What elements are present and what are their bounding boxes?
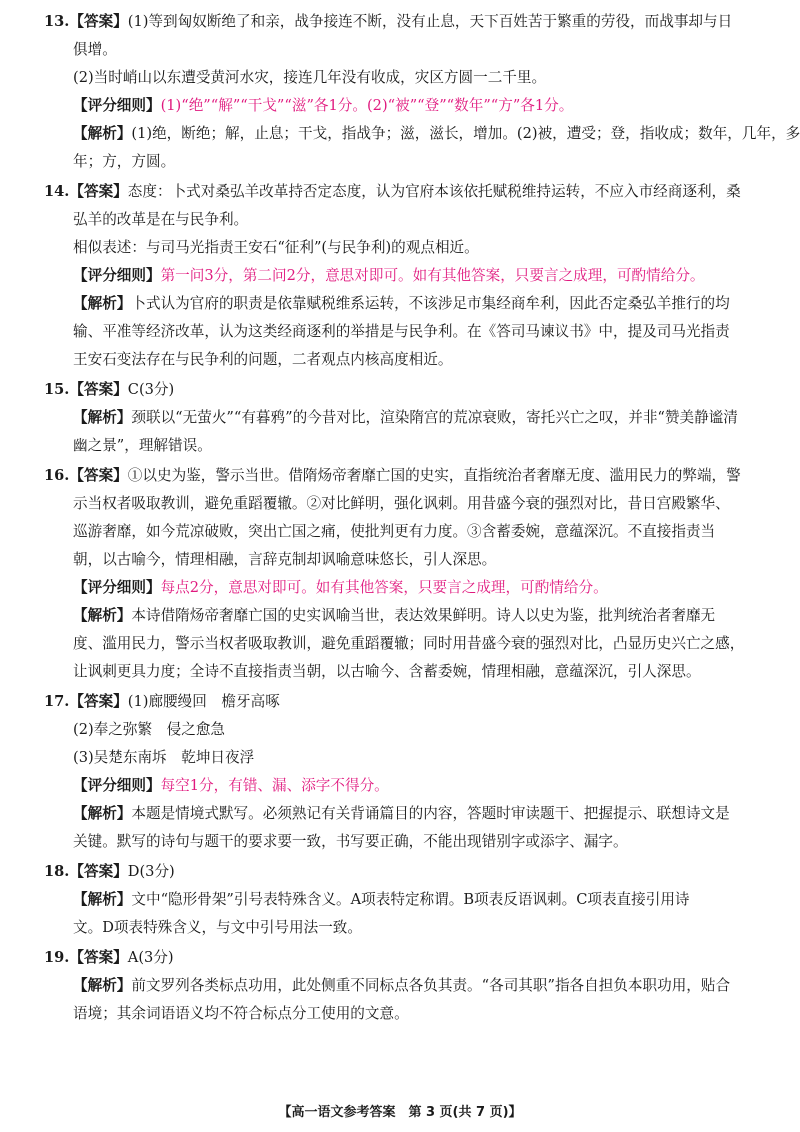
analysis-label: 【解析】: [73, 409, 132, 426]
answer-label: 【答案】: [69, 467, 128, 484]
analysis-text: 颈联以“无萤火”“有暮鸦”的今昔对比，渲染隋宫的荒凉衰败，寄托兴亡之叹，并非“赞美静谧清: [131, 409, 738, 426]
question-16: [44, 462, 764, 686]
analysis-text: 文。D项表特殊含义，与文中引号用法一致。: [73, 919, 362, 936]
answer-label: 【答案】: [69, 183, 128, 200]
answer-text: 示当权者吸取教训，避免重蹈覆辙。②对比鲜明，强化讽刺。用昔盛今衰的强烈对比，昔日宫殿繁华、: [73, 495, 730, 512]
question-number: 16.: [44, 467, 70, 484]
answer-text: C(3分): [127, 381, 175, 398]
score-text: 每空1分，有错、漏、添字不得分。: [160, 777, 389, 794]
score-text: 第一问3分，第二问2分，意思对即可。如有其他答案，只要言之成理，可酌情给分。: [160, 267, 705, 284]
score-text: (1)“绝”“解”“干戈”“滋”各1分。(2)“被”“登”“数年”“方”各1分。: [160, 97, 574, 114]
analysis-text: 输、平准等经济改革，认为这类经商逐利的举措是与民争利。在《答司马谏议书》中，提及司马光指责: [73, 323, 730, 340]
answer-label: 【答案】: [69, 863, 128, 880]
question-number: 19.: [44, 949, 70, 966]
analysis-label: 【解析】: [73, 805, 132, 822]
analysis-text: (1)绝，断绝；解，止息；干戈，指战争；滋，滋长，增加。(2)被，遭受；登，指收成；数年，几年，多: [131, 125, 800, 142]
analysis-text: 前文罗列各类标点功用，此处侧重不同标点各负其责。“各司其职”指各自担负本职功用，贴合: [131, 977, 731, 994]
answer-text: 相似表述：与司马光指责王安石“征利”(与民争利)的观点相近。: [73, 239, 479, 256]
question-number: 13.: [44, 13, 70, 30]
answer-text: D(3分): [127, 863, 175, 880]
score-text: 每点2分，意思对即可。如有其他答案，只要言之成理，可酌情给分。: [160, 579, 608, 596]
answer-text: 态度：卜式对桑弘羊改革持否定态度，认为官府本该依托赋税维持运转，不应入市经商逐利，桑: [127, 183, 741, 200]
question-14: [44, 178, 764, 374]
analysis-text: 本诗借隋炀帝奢靡亡国的史实讽喻当世，表达效果鲜明。诗人以史为鉴，批判统治者奢靡无: [131, 607, 716, 624]
answer-label: 【答案】: [69, 13, 128, 30]
question-13: [44, 8, 800, 176]
analysis-label: 【解析】: [73, 977, 132, 994]
analysis-text: 度、滥用民力，警示当权者吸取教训，避免重蹈覆辙；同时用昔盛今衰的强烈对比，凸显历史兴亡之感，: [73, 635, 745, 652]
answer-text: (3)吴楚东南坼 乾坤日夜浮: [73, 749, 255, 766]
question-19: [44, 944, 764, 1028]
analysis-text: 关键。默写的诗句与题干的要求要一致，书写要正确，不能出现错别字或添字、漏字。: [73, 833, 628, 850]
score-label: 【评分细则】: [73, 777, 161, 794]
answer-text: 弘羊的改革是在与民争利。: [73, 211, 249, 228]
answer-text: (1)廊腰缦回 檐牙高啄: [127, 693, 280, 710]
analysis-label: 【解析】: [73, 891, 132, 908]
analysis-text: 让讽刺更具力度；全诗不直接指责当朝，以古喻今、含蓄委婉，情理相融，意蕴深沉，引人深思。: [73, 663, 701, 680]
question-number: 14.: [44, 183, 70, 200]
question-15: [44, 376, 764, 460]
answer-sheet: [44, 8, 800, 1028]
question-17: [44, 688, 764, 856]
analysis-text: 文中“隐形骨架”引号表特殊含义。A项表特定称谓。B项表反语讽刺。C项表直接引用诗: [131, 891, 690, 908]
analysis-label: 【解析】: [73, 125, 132, 142]
question-18: [44, 858, 764, 942]
analysis-text: 语境；其余词语语义均不符合标点分工使用的文意。: [73, 1005, 409, 1022]
answer-text: 俱增。: [73, 41, 117, 58]
analysis-label: 【解析】: [73, 295, 132, 312]
analysis-text: 年；方，方圆。: [73, 153, 176, 170]
question-number: 17.: [44, 693, 70, 710]
score-label: 【评分细则】: [73, 267, 161, 284]
question-number: 15.: [44, 381, 70, 398]
answer-text: A(3分): [127, 949, 174, 966]
analysis-text: 本题是情境式默写。必须熟记有关背诵篇目的内容，答题时审读题干、把握提示、联想诗文是: [131, 805, 730, 822]
analysis-label: 【解析】: [73, 607, 132, 624]
answer-label: 【答案】: [69, 949, 128, 966]
question-number: 18.: [44, 863, 70, 880]
analysis-text: 卜式认为官府的职责是依靠赋税维系运转，不该涉足市集经商牟利，因此否定桑弘羊推行的均: [131, 295, 730, 312]
answer-label: 【答案】: [69, 693, 128, 710]
answer-label: 【答案】: [69, 381, 128, 398]
answer-text: ①以史为鉴，警示当世。借隋炀帝奢靡亡国的史实，直指统治者奢靡无度、滥用民力的弊端，警: [127, 467, 741, 484]
score-label: 【评分细则】: [73, 579, 161, 596]
answer-text: (2)奉之弥繁 侵之愈急: [73, 721, 226, 738]
analysis-text: 王安石变法存在与民争利的问题，二者观点内核高度相近。: [73, 351, 453, 368]
answer-text: 巡游奢靡，如今荒凉破败，突出亡国之痛，使批判更有力度。③含蓄委婉，意蕴深沉。不直接指责当: [73, 523, 716, 540]
answer-text: (2)当时峭山以东遭受黄河水灾，接连几年没有收成，灾区方圆一二千里。: [73, 69, 547, 86]
page-footer: 【高一语文参考答案 第 3 页(共 7 页)】: [278, 1105, 522, 1120]
score-label: 【评分细则】: [73, 97, 161, 114]
answer-text: (1)等到匈奴断绝了和亲，战争接连不断，没有止息，天下百姓苦于繁重的劳役，而战事却与日: [127, 13, 733, 30]
analysis-text: 幽之景”，理解错误。: [73, 437, 212, 454]
answer-text: 朝，以古喻今，情理相融，言辞克制却讽喻意味悠长，引人深思。: [73, 551, 497, 568]
